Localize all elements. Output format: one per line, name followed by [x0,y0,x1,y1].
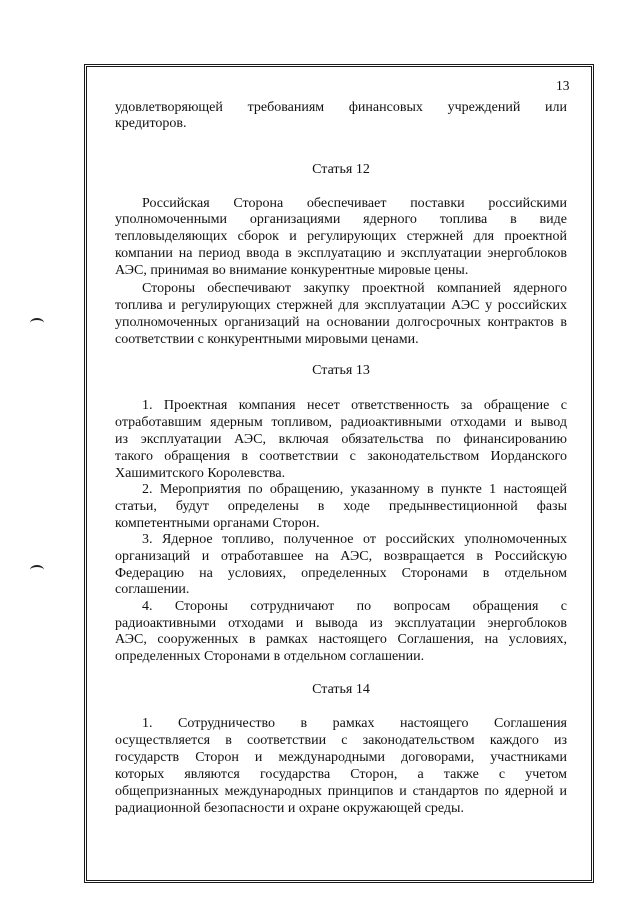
article-12-line: компании на период ввода в эксплуатацию и эксплуатации энергоблоков [115,246,567,261]
article-13-line: 3. Ядерное топливо, полученное от российских уполномоченных [142,532,567,547]
article-12-line: Российская Сторона обеспечивает поставки российскими [142,196,567,211]
article-13-line: 2. Мероприятия по обращению, указанному в пункте 1 настоящей [142,482,567,497]
article-13-line: АЭС, сооруженных в рамках настоящего Соглашения, на условиях, [115,632,567,647]
article-13-line: Федерацию на условиях, определенных Сторонами в отдельном [115,566,567,581]
article-13-line: Хашимитского Королевства. [115,466,286,481]
article-13-heading: Статья 13 [312,363,370,378]
binder-hole-mark-lower [30,565,44,575]
article-13-line: 1. Проектная компания несет ответственность за обращение с [142,398,567,413]
article-13-line: радиоактивными отходами и вывода из эксплуатации энергоблоков [115,616,567,631]
article-14-line: радиационной безопасности и охране окружающей среды. [115,801,464,816]
article-12-line: уполномоченными организациями ядерного топлива в виде [115,212,567,227]
article-13-line: определенных Сторонами в отдельном соглашении. [115,649,425,664]
article-12-line: соответствии с конкурентными мировыми ценами. [115,332,419,347]
article-14-line: государств Сторон и международными договорами, участниками [115,750,567,765]
article-12-line: Стороны обеспечивают закупку проектной компанией ядерного [142,281,567,296]
article-13-line: соглашении. [115,582,190,597]
article-13-line: 4. Стороны сотрудничают по вопросам обращения с [142,599,567,614]
article-12-line: топлива и регулирующих стержней для эксплуатации АЭС у российских [115,298,567,313]
article-13-line: из эксплуатации АЭС, включая обязательства по финансированию [115,432,567,447]
article-14-heading: Статья 14 [312,682,370,697]
article-14-line: 1. Сотрудничество в рамках настоящего Соглашения [142,716,567,731]
page-number: 13 [556,78,570,93]
article-14-line: осуществляется в соответствии с законодательством каждого из [115,733,567,748]
article-13-line: такого обращения в соответствии с законодательством Иорданского [115,449,567,464]
intro-line: удовлетворяющей требованиям финансовых учреждений или [115,100,567,115]
article-12-line: уполномоченных организаций на основании долгосрочных контрактов в [115,315,567,330]
article-12-heading: Статья 12 [312,162,370,177]
article-14-line: общепризнанных международных принципов и стандартов по ядерной и [115,784,567,799]
article-13-line: статьи, будут определены в ходе предынвестиционной фазы [115,499,567,514]
intro-line: кредиторов. [115,116,187,131]
article-13-line: организаций и отработавшее на АЭС, возвращается в Российскую [115,549,567,564]
article-14-line: которых являются государства Сторон, а также с учетом [115,767,567,782]
article-13-line: отработавшим ядерным топливом, радиоактивными отходами и вывод [115,415,567,430]
article-12-line: тепловыделяющих сборок и регулирующих стержней для проектной [115,229,567,244]
binder-hole-mark-upper [30,318,44,328]
article-13-line: компетентными органами Сторон. [115,516,320,531]
article-12-line: АЭС, принимая во внимание конкурентные мировые цены. [115,263,469,278]
